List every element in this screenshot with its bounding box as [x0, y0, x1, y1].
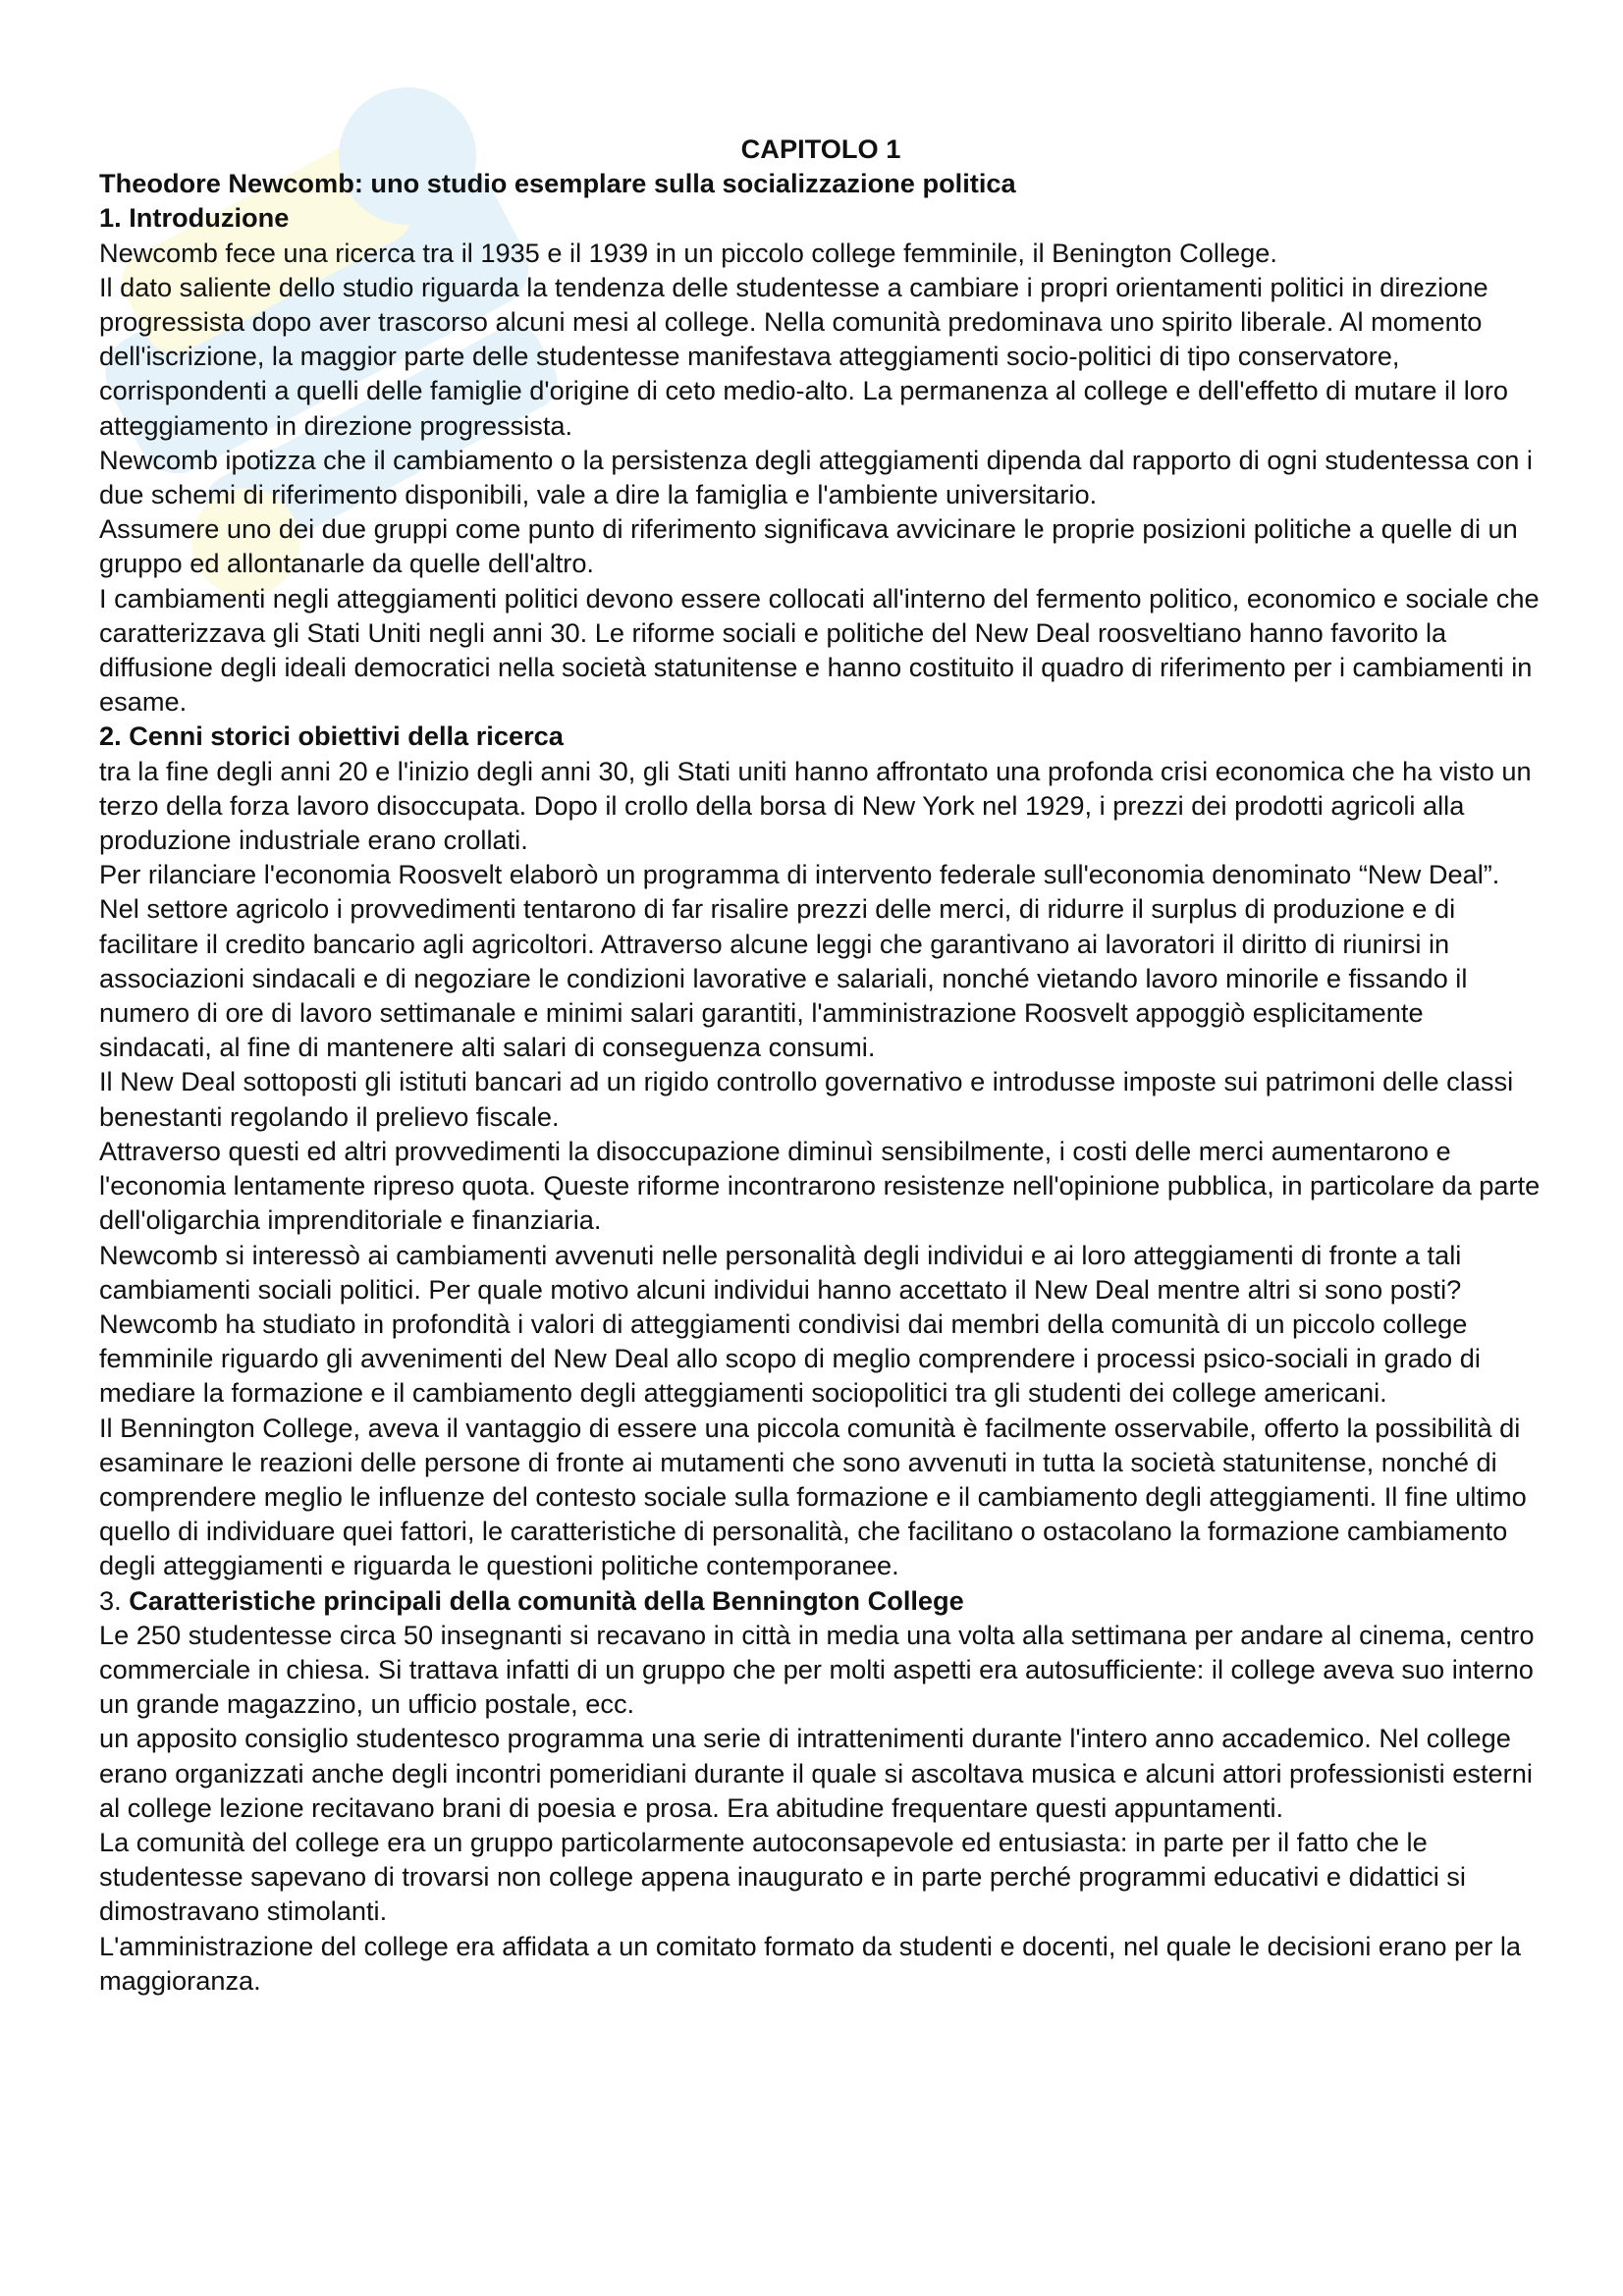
document-title: Theodore Newcomb: uno studio esemplare sulla socializzazione politica — [99, 168, 1016, 199]
paragraph: Il Bennington College, aveva il vantaggio di essere una piccola comunità è facilmente osservabile, offerto la possibilità di esaminare le reazioni delle persone di fronte ai mutamenti che sono avvenuti in tutta la società statunitense, nonché di comprendere meglio le influenze del contesto sociale sulla formazione e il cambiamento degli atteggiamenti. Il fine ultimo quello di individuare quei fattori, le caratteristiche di personalità, che facilitano o ostacolano la formazione cambiamento degli atteggiamenti e riguarda le questioni politiche contemporanee. — [99, 1412, 1527, 1581]
section-title: Caratteristiche principali della comunità della Bennington College — [129, 1584, 964, 1616]
paragraph: Le 250 studentesse circa 50 insegnanti si recavano in città in media una volta alla settimana per andare al cinema, centro commerciale in chiesa. Si trattava infatti di un gruppo che per molti aspetti era autosufficiente: il college aveva suo interno un grande magazzino, un ufficio postale, ecc. — [99, 1619, 1535, 1720]
paragraph: L'amministrazione del college era affidata a un comitato formato da studenti e docenti, nel quale le decisioni erano per la maggioranza. — [99, 1930, 1522, 1996]
section-number: 3. — [99, 1584, 122, 1616]
paragraph: Newcomb si interessò ai cambiamenti avvenuti nelle personalità degli individui e ai loro atteggiamenti di fronte a tali cambiamenti sociali politici. Per quale motivo alcuni individui hanno accettato il New Deal mentre altri si sono posti? — [99, 1239, 1462, 1305]
section-heading-introduzione: 1. Introduzione — [99, 202, 290, 234]
paragraph: La comunità del college era un gruppo particolarmente autoconsapevole ed entusiasta: in parte per il fatto che le studentesse sapevano di trovarsi non college appena inaugurato e in parte perché programmi educativi e didattici si dimostravano stimolanti. — [99, 1826, 1466, 1927]
paragraph: Newcomb ha studiato in profondità i valori di atteggiamenti condivisi dai membri della comunità di un piccolo college femminile riguardo gli avvenimenti del New Deal allo scopo di meglio comprendere i processi psico-sociali in grado di mediare la formazione e il cambiamento degli atteggiamenti sociopolitici tra gli studenti dei college americani. — [99, 1308, 1481, 1409]
paragraph: Newcomb ipotizza che il cambiamento o la persistenza degli atteggiamenti dipenda dal rapporto di ogni studentessa con i due schemi di riferimento disponibili, vale a dire la famiglia e l'ambiente universitario. — [99, 444, 1533, 510]
section-heading-caratteristiche — [99, 1583, 1542, 1618]
paragraph: Attraverso questi ed altri provvedimenti la disoccupazione diminuì sensibilmente, i costi delle merci aumentarono e l'economia lentamente ripreso quota. Queste riforme incontrarono resistenze nell'opinione pubblica, in particolare da parte dell'oligarchia imprenditoriale e finanziaria. — [99, 1135, 1541, 1236]
paragraph: Il dato saliente dello studio riguarda la tendenza delle studentesse a cambiare i propri orientamenti politici in direzione progressista dopo aver trascorso alcuni mesi al college. Nella comunità predominava uno spirito liberale. Al momento dell'iscrizione, la maggior parte delle studentesse manifestava atteggiamenti socio-politici di tipo conservatore, corrispondenti a quelli delle famiglie d'origine di ceto medio-alto. La permanenza al college e dell'effetto di mutare il loro atteggiamento in direzione progressista. — [99, 271, 1509, 441]
chapter-label: CAPITOLO 1 — [740, 133, 901, 164]
paragraph: I cambiamenti negli atteggiamenti politici devono essere collocati all'interno del fermento politico, economico e sociale che caratterizzava gli Stati Uniti negli anni 30. Le riforme sociali e politiche del New Deal roosveltiano hanno favorito la diffusione degli ideali democratici nella società statunitense e hanno costituito il quadro di riferimento per i cambiamenti in esame. — [99, 582, 1540, 718]
paragraph: Per rilanciare l'economia Roosvelt elaborò un programma di intervento federale sull'economia denominato “New Deal”. Nel settore agricolo i provvedimenti tentarono di far risalire prezzi delle merci, di ridurre il surplus di produzione e di facilitare il credito bancario agli agricoltori. Attraverso alcune leggi che garantivano ai lavoratori il diritto di riunirsi in associazioni sindacali e di negoziare le condizioni lavorative e salariali, nonché vietando lavoro minorile e fissando il numero di ore di lavoro settimanale e minimi salari garantiti, l'amministrazione Roosvelt appoggiò esplicitamente sindacati, al fine di mantenere alti salari di conseguenza consumi. — [99, 859, 1500, 1063]
paragraph: Newcomb fece una ricerca tra il 1935 e il 1939 in un piccolo college femminile, il Benington College. — [99, 237, 1277, 268]
paragraph: un apposito consiglio studentesco programma una serie di intrattenimenti durante l'intero anno accademico. Nel college erano organizzati anche degli incontri pomeridiani durante il quale si ascoltava musica e alcuni attori professionisti esterni al college lezione recitavano brani di poesia e prosa. Era abitudine frequentare questi appuntamenti. — [99, 1723, 1533, 1823]
document-body — [99, 132, 1542, 1998]
section-heading-cenni-storici: 2. Cenni storici obiettivi della ricerca — [99, 721, 564, 752]
paragraph: Il New Deal sottoposti gli istituti bancari ad un rigido controllo governativo e introdusse imposte sui patrimoni delle classi benestanti regolando il prelievo fiscale. — [99, 1066, 1514, 1132]
paragraph: tra la fine degli anni 20 e l'inizio degli anni 30, gli Stati uniti hanno affrontato una profonda crisi economica che ha visto un terzo della forza lavoro disoccupata. Dopo il crollo della borsa di New York nel 1929, i prezzi dei prodotti agricoli alla produzione industriale erano crollati. — [99, 755, 1532, 856]
paragraph: Assumere uno dei due gruppi come punto di riferimento significava avvicinare le proprie posizioni politiche a quelle di un gruppo ed allontanarle da quelle dell'altro. — [99, 513, 1518, 579]
